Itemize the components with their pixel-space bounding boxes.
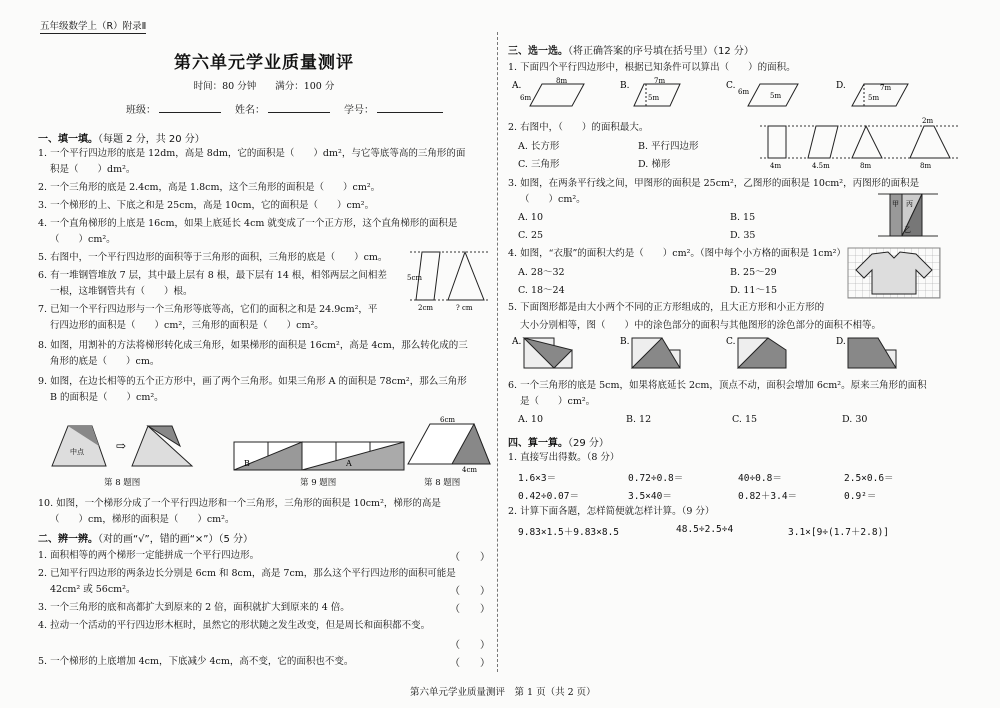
fig5-height: 5cm xyxy=(407,274,423,282)
calc-9: 9.83×1.5＋9.83×8.5 xyxy=(518,527,620,538)
s2-q1: 1. 面积相等的两个梯形一定能拼成一个平行四边形。 xyxy=(38,550,260,561)
s3-q2: 2. 右图中，（ ）的面积最大。 xyxy=(508,122,649,133)
fig5-base2: ? cm xyxy=(456,304,473,312)
s2-q2-answer[interactable]: （ ） xyxy=(450,586,490,597)
s2-q5-answer[interactable]: （ ） xyxy=(450,658,490,669)
svg-text:8m: 8m xyxy=(860,162,872,170)
section-2-title: 二、辨一辨。（对的画“√”，错的画“×”）（5 分） xyxy=(38,534,254,545)
s1-q6b: 一根，这堆钢管共有（ ）根。 xyxy=(50,286,193,297)
s2-q5: 5. 一个梯形的上底增加 4cm，下底减少 4cm，高不变，它的面积也不变。 xyxy=(38,656,354,667)
s2-q3: 3. 一个三角形的底和高都扩大到原来的 2 倍，面积就扩大到原来的 4 倍。 xyxy=(38,602,350,613)
name-field[interactable]: 姓名： xyxy=(235,101,330,116)
s3-q6-d[interactable]: D. 30 xyxy=(842,414,868,425)
svg-text:D.: D. xyxy=(836,337,846,347)
fig8-caption: 第 8 题图 xyxy=(104,478,141,488)
class-field[interactable]: 班级： xyxy=(126,101,221,116)
s2-q2: 2. 已知平行四边形的两条边长分别是 6cm 和 8cm，高是 7cm，那么这个平行四边形的面积可能是 xyxy=(38,568,456,579)
s3-q5b: 大小分别相等，图（ ）中的涂色部分的面积与其他图形的涂色部分的面积不相等。 xyxy=(520,320,882,331)
figure-s3-q3 xyxy=(878,190,938,240)
s2-q4: 4. 拉动一个活动的平行四边形木框时，虽然它的形状随之发生改变，但是周长和面积都不变。 xyxy=(38,620,431,631)
s1-q9: 9. 如图，在边长相等的五个正方形中，画了两个三角形。如果三角形 A 的面积是 78cm²，那么三角形 xyxy=(38,376,467,387)
s3-q2-d[interactable]: D. 梯形 xyxy=(638,159,671,170)
svg-text:7m: 7m xyxy=(654,77,666,85)
calc-2: 0.72÷0.8＝ xyxy=(628,473,684,484)
s3-q3: 3. 如图，在两条平行线之间，甲图形的面积是 25cm²，乙图形的面积是 10cm²，丙图形的面积是 xyxy=(508,178,920,189)
s3-q3-c[interactable]: C. 25 xyxy=(518,230,544,241)
s3-q1: 1. 下面四个平行四边形中，根据已知条件可以算出（ ）的面积。 xyxy=(508,62,796,73)
s3-q4: 4. 如图，“衣服”的面积大约是（ ）cm²。（图中每个小方格的面积是 1cm²） xyxy=(508,248,846,259)
calc-7: 0.82＋3.4＝ xyxy=(738,491,798,502)
s1-q8b: 角形的底是（ ）cm。 xyxy=(50,356,160,367)
student-fields xyxy=(126,101,443,116)
s3-q6-a[interactable]: A. 10 xyxy=(518,414,543,425)
figure-q8 xyxy=(52,420,212,472)
section-1-title: 一、填一填。（每题 2 分，共 20 分） xyxy=(38,134,205,145)
figure-q5 xyxy=(407,248,490,314)
s2-q1-answer[interactable]: （ ） xyxy=(450,552,490,563)
s1-q1b: 积是（ ）dm²。 xyxy=(50,164,136,175)
s3-q6-b[interactable]: B. 12 xyxy=(626,414,652,425)
svg-text:6m: 6m xyxy=(520,94,532,102)
column-divider xyxy=(497,32,498,672)
svg-text:乙: 乙 xyxy=(904,226,911,234)
svg-text:甲: 甲 xyxy=(892,200,899,208)
svg-text:8m: 8m xyxy=(556,77,568,85)
s3-q4-c[interactable]: C. 18～24 xyxy=(518,285,565,296)
s2-q4-answer[interactable]: （ ） xyxy=(450,640,490,651)
s1-q10: 10. 如图，一个梯形分成了一个平行四边形和一个三角形，三角形的面积是 10cm²，梯形的高是 xyxy=(38,498,441,509)
s3-q6-c[interactable]: C. 15 xyxy=(732,414,758,425)
calc-5: 0.42÷0.07＝ xyxy=(518,491,579,502)
s1-q5: 5. 右图中，一个平行四边形的面积等于三角形的面积，三角形的底是（ ）cm。 xyxy=(38,252,388,263)
figure-q9 xyxy=(234,442,404,472)
figure-q10 xyxy=(408,416,490,472)
svg-text:5m: 5m xyxy=(770,92,782,100)
s3-q3-a[interactable]: A. 10 xyxy=(518,212,543,223)
s1-q3: 3. 一个梯形的上、下底之和是 25cm，高是 10cm，它的面积是（ ）cm²。 xyxy=(38,200,375,211)
s1-q9b: B 的面积是（ ）cm²。 xyxy=(50,392,164,403)
time-score-info: 时间：80 分钟 满分：100 分 xyxy=(193,81,335,92)
s3-q4-a[interactable]: A. 28～32 xyxy=(518,267,565,278)
svg-text:4.5m: 4.5m xyxy=(812,162,830,170)
svg-text:4cm: 4cm xyxy=(462,466,478,474)
s1-q4b: （ ）cm²。 xyxy=(50,234,116,245)
s2-q2b: 42cm² 或 56cm²。 xyxy=(50,584,136,595)
svg-text:6cm: 6cm xyxy=(440,416,456,424)
calc-1: 1.6×3＝ xyxy=(518,473,557,484)
id-field[interactable]: 学号： xyxy=(344,101,443,116)
figure-s3-q4-clothes xyxy=(848,248,940,298)
s4-part1: 1. 直接写出得数。（8 分） xyxy=(508,452,620,463)
page-footer: 第六单元学业质量测评 第 1 页（共 2 页） xyxy=(410,687,596,698)
fig10-caption: 第 8 题图 xyxy=(424,478,461,488)
s3-q2-b[interactable]: B. 平行四边形 xyxy=(638,141,699,152)
svg-text:4m: 4m xyxy=(770,162,782,170)
svg-text:6m: 6m xyxy=(738,88,750,96)
s1-q6: 6. 有一堆钢管堆放 7 层，其中最上层有 8 根，最下层有 14 根，相邻两层之间相差 xyxy=(38,270,387,281)
svg-text:8m: 8m xyxy=(920,162,932,170)
s3-q3b: （ ）cm²。 xyxy=(520,194,586,205)
page-title: 第六单元学业质量测评 xyxy=(174,53,354,73)
svg-text:中点: 中点 xyxy=(70,448,84,456)
s3-q6: 6. 一个三角形的底是 5cm，如果将底延长 2cm，顶点不动，面积会增加 6cm²。原来三角形的面积 xyxy=(508,380,927,391)
section-3-title: 三、选一选。（将正确答案的序号填在括号里）（12 分） xyxy=(508,46,754,57)
s3-q4-b[interactable]: B. 25～29 xyxy=(730,267,777,278)
svg-text:B.: B. xyxy=(620,81,630,91)
s2-q3-answer[interactable]: （ ） xyxy=(450,604,490,615)
svg-text:丙: 丙 xyxy=(906,200,913,208)
book-tag: 五年级数学上（R）附录Ⅱ xyxy=(40,18,146,34)
s3-q4-d[interactable]: D. 11～15 xyxy=(730,285,777,296)
svg-text:7m: 7m xyxy=(880,84,892,92)
svg-text:A.: A. xyxy=(512,81,522,91)
svg-text:B.: B. xyxy=(620,337,630,347)
fig9-caption: 第 9 题图 xyxy=(300,478,337,488)
s3-q3-b[interactable]: B. 15 xyxy=(730,212,756,223)
figure-s3-q2 xyxy=(760,118,960,170)
svg-text:D.: D. xyxy=(836,81,846,91)
svg-text:⇨: ⇨ xyxy=(116,439,127,453)
s3-q2-a[interactable]: A. 长方形 xyxy=(518,141,560,152)
s4-part2: 2. 计算下面各题，怎样简便就怎样计算。（9 分） xyxy=(508,506,715,517)
figure-s3-q1 xyxy=(508,78,960,112)
figure-s3-q5 xyxy=(508,334,960,374)
s1-q8: 8. 如图，用割补的方法将梯形转化成三角形，如果梯形的面积是 16cm²，高是 4cm，那么转化成的三 xyxy=(38,340,468,351)
calc-3: 40÷0.8＝ xyxy=(738,473,782,484)
fig5-base1: 2cm xyxy=(418,304,434,312)
svg-text:B: B xyxy=(244,459,250,468)
calc-11: 3.1×[9÷(1.7＋2.8)] xyxy=(788,527,890,538)
s1-q4: 4. 一个直角梯形的上底是 16cm，如果上底延长 4cm 就变成了一个正方形，这个直角梯形的面积是 xyxy=(38,218,458,229)
s1-q2: 2. 一个三角形的底是 2.4cm，高是 1.8cm，这个三角形的面积是（ ）cm²。 xyxy=(38,182,381,193)
svg-text:C.: C. xyxy=(726,81,736,91)
calc-4: 2.5×0.6＝ xyxy=(844,473,894,484)
s1-q7b: 行四边形的面积是（ ）cm²，三角形的面积是（ ）cm²。 xyxy=(50,320,324,331)
s1-q10b: （ ）cm，梯形的面积是（ ）cm²。 xyxy=(50,514,235,525)
s1-q1: 1. 一个平行四边形的底是 12dm，高是 8dm，它的面积是（ ）dm²，与它等底等高的三角形的面 xyxy=(38,148,466,159)
section-4-title: 四、算一算。（29 分） xyxy=(508,438,609,449)
svg-text:A.: A. xyxy=(512,337,522,347)
svg-text:5m: 5m xyxy=(868,94,880,102)
calc-10: 48.5÷2.5÷4 xyxy=(676,524,734,535)
svg-text:5m: 5m xyxy=(648,94,660,102)
s3-q5: 5. 下面图形都是由大小两个不同的正方形组成的，且大正方形和小正方形的 xyxy=(508,302,825,313)
svg-text:C.: C. xyxy=(726,337,736,347)
s3-q3-d[interactable]: D. 35 xyxy=(730,230,756,241)
s1-q7: 7. 已知一个平行四边形与一个三角形等底等高，它们的面积之和是 24.9cm²，平 xyxy=(38,304,378,315)
calc-6: 3.5×40＝ xyxy=(628,491,672,502)
svg-text:A: A xyxy=(346,459,352,468)
s3-q2-c[interactable]: C. 三角形 xyxy=(518,159,560,170)
s3-q6b: 是（ ）cm²。 xyxy=(520,396,596,407)
calc-8: 0.9²＝ xyxy=(844,491,877,502)
svg-text:2m: 2m xyxy=(922,117,934,125)
